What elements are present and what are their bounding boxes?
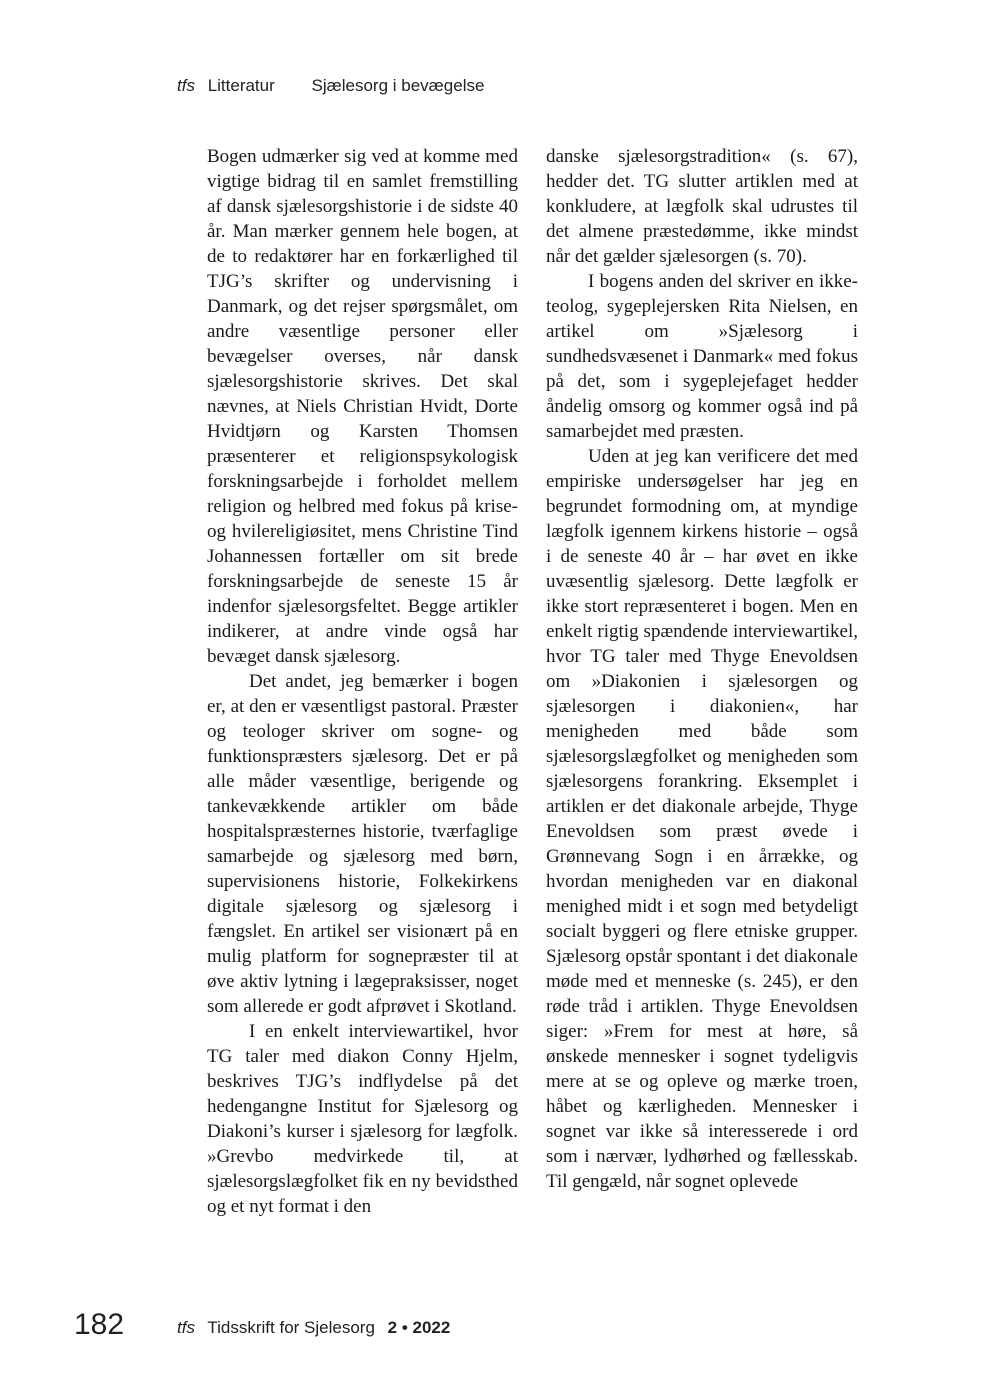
paragraph: Det andet, jeg bemærker i bogen er, at den er væsentligst pastoral. Præster og teologer skriver om sogne- og funktionspræsters sjælesorg. Det er på alle måder væsentlige, berigende og tankevækkende artikler om både hospitalspræsternes historie, tværfaglige samarbejde og sjælesorg med børn, supervisionens historie, Folkekirkens digitale sjælesorg og sjælesorg i fængslet. En artikel ser visionært på en mulig platform for sognepræster til at øve aktiv lytning i lægepraksisser, noget som allerede er godt afprøvet i Skotland.: [207, 671, 518, 1017]
paragraph: Uden at jeg kan verificere det med empiriske undersøgelser har jeg en begrundet formodning om, at myndige lægfolk igennem kirkens historie – også i de seneste 40 år – har øvet en ikke uvæsentlig sjælesorg. Dette lægfolk er ikke stort repræsenteret i bogen. Men en enkelt rigtig spændende interviewartikel, hvor TG taler med Thyge Enevoldsen om »Diakonien i sjælesorgen og sjælesorgen i diakonien«, har menigheden med både som sjælesorgslægfolket og menigheden som sjælesorgens forankring. Eksemplet i artiklen er det diakonale arbejde, Thyge Enevoldsen som præst øvede i Grønnevang Sogn i en årrække, og hvordan menigheden var en diakonal menighed midt i et sogn med betydeligt socialt byggeri og flere etniske grupper. Sjælesorg opstår spontant i det diakonale møde med et menneske (s. 245), er den røde tråd i artiklen. Thyge Enevoldsen siger: »Frem for mest at høre, så ønskede mennesker i sognet tydeligvis mere at se og opleve og mærke troen, håbet og kærligheden. Mennesker i sognet var ikke så interesserede i ord som i nærvær, lydhørhed og fællesskab. Til gengæld, når sognet oplevede: [546, 446, 858, 1192]
journal-abbreviation: tfs: [177, 76, 195, 95]
journal-info: [177, 1318, 450, 1338]
journal-name: Tidsskrift for Sjelesorg: [207, 1318, 375, 1337]
page-number: 182: [74, 1308, 125, 1341]
journal-abbreviation: tfs: [177, 1318, 195, 1337]
section-name: Litteratur: [207, 76, 275, 95]
left-text-column: [207, 144, 518, 1219]
right-text-column: [546, 144, 858, 1194]
paragraph: I en enkelt interviewartikel, hvor TG taler med diakon Conny Hjelm, beskrives TJG’s indflydelse på det hedengangne Institut for Sjælesorg og Diakoni’s kurser i sjælesorg for lægfolk. »Grevbo medvirkede til, at sjælesorgslægfolket fik en ny bevidsthed og et nyt format i den: [207, 1021, 518, 1217]
running-header: [177, 76, 484, 96]
paragraph: Bogen udmærker sig ved at komme med vigtige bidrag til en samlet fremstilling af dansk sjælesorgshistorie i de sidste 40 år. Man mærker gennem hele bogen, at de to redaktører har en forkærlighed til TJG’s skrifter og undervisning i Danmark, og det rejser spørgsmålet, om andre væsentlige personer eller bevægelser overses, når dansk sjælesorgshistorie skrives. Det skal nævnes, at Niels Christian Hvidt, Dorte Hvidtjørn og Karsten Thomsen præsenterer et religionspsykologisk forskningsarbejde i forholdet mellem religion og helbred med fokus på krise- og hvilereligiøsitet, mens Christine Tind Johannessen fortæller om sit brede forskningsarbejde de seneste 15 år indenfor sjælesorgsfeltet. Begge artikler indikerer, at andre vinde også har bevæget dansk sjælesorg.: [207, 146, 518, 667]
issue-number: 2 • 2022: [387, 1318, 451, 1337]
paragraph: I bogens anden del skriver en ikke-teolog, sygeplejersken Rita Nielsen, en artikel om »Sjælesorg i sundhedsvæsenet i Danmark« med fokus på det, som i sygeplejefaget hedder åndelig omsorg og kommer også ind på samarbejdet med præsten.: [546, 271, 858, 442]
article-title: Sjælesorg i bevægelse: [311, 76, 485, 95]
page-footer: [0, 1308, 1004, 1348]
paragraph: danske sjælesorgstradition« (s. 67), hedder det. TG slutter artiklen med at konkludere, at lægfolk skal udrustes til det almene præstedømme, ikke mindst når det gælder sjælesorgen (s. 70).: [546, 146, 858, 267]
